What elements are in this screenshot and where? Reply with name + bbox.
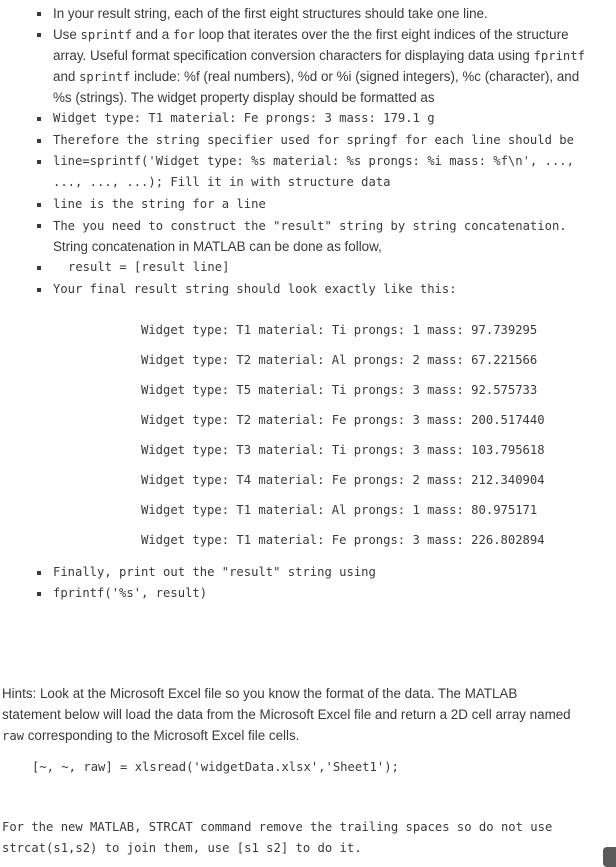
bullet-marker [37,160,41,164]
final-bullet-1: Finally, print out the "result" string using [53,565,376,579]
bullet-marker [37,592,41,596]
output-line: Widget type: T2 material: Fe prongs: 3 mass: 200.517440 [141,413,545,427]
bullet-text-6: line is the string for a line [53,197,266,211]
bullet-marker [37,139,41,143]
hint-line-1: Hints: Look at the Microsoft Excel file so you know the format of the data. The MATLAB [2,686,518,701]
text-span: Use [53,27,81,42]
output-line: Widget type: T4 material: Fe prongs: 2 mass: 212.340904 [141,473,545,487]
inline-code: raw [2,729,25,743]
text-span: array. Useful format specification conversion characters for displaying data using [53,48,534,63]
hint-code-line: [~, ~, raw] = xlsread('widgetData.xlsx','Sheet1'); [32,760,399,774]
note-line-1: For the new MATLAB, STRCAT command remove the trailing spaces so do not use [2,820,553,834]
output-line: Widget type: T5 material: Ti prongs: 3 mass: 92.575733 [141,383,538,397]
hint-line-3 [2,726,299,746]
output-line: Widget type: T1 material: Al prongs: 1 mass: 80.975171 [141,503,538,517]
bullet-text-2-line-3 [53,66,579,88]
bullet-marker [37,224,41,228]
output-line: Widget type: T1 material: Fe prongs: 3 mass: 226.802894 [141,533,545,547]
inline-code: sprintf [79,70,131,84]
text-span: and [53,69,80,84]
text-span: include: %f (real numbers), %d or %i (signed integers), %c (character), and [130,69,580,84]
output-line: Widget type: T1 material: Ti prongs: 1 mass: 97.739295 [141,323,538,337]
text-span: corresponding to the Microsoft Excel file cells. [24,728,300,743]
text-span: loop that iterates over the the first eight indices of the structure [194,27,569,42]
output-line: Widget type: T2 material: Al prongs: 2 mass: 67.221566 [141,353,538,367]
bullet-text-1: In your result string, each of the first eight structures should take one line. [53,6,488,21]
note-line-2: strcat(s1,s2) to join them, use [s1 s2] to do it. [2,841,362,855]
hint-line-2: statement below will load the data from the Microsoft Excel file and return a 2D cell array named [2,707,571,722]
scroll-handle[interactable] [603,847,616,867]
inline-code: fprintf [533,49,585,63]
bullet-marker [37,203,41,207]
bullet-marker [37,12,41,16]
bullet-marker [37,266,41,270]
bullet-text-8: result = [result line] [68,260,230,274]
bullet-text-5-line-1: line=sprintf('Widget type: %s material: %s prongs: %i mass: %f\n', ..., [53,154,574,168]
bullet-text-5-line-2: ..., ..., ...); Fill it in with structure data [53,175,391,189]
bullet-text-7-line-1 [53,215,567,237]
inline-code: for [172,28,195,42]
bullet-marker [37,288,41,292]
inline-code: sprintf [80,28,132,42]
output-line: Widget type: T3 material: Ti prongs: 3 mass: 103.795618 [141,443,545,457]
bullet-text-7-line-2: String concatenation in MATLAB can be done as follow, [53,239,382,254]
bullet-marker [37,571,41,575]
text-span: The you need to construct the "result" string by string concatenation. [53,219,567,233]
final-bullet-2: fprintf('%s', result) [53,586,208,600]
bullet-text-3: Widget type: T1 material: Fe prongs: 3 mass: 179.1 g [53,111,435,125]
bullet-text-9: Your final result string should look exactly like this: [53,282,457,296]
bullet-text-2-line-1 [53,24,569,46]
bullet-text-2-line-4: %s (strings). The widget property display should be formatted as [53,90,435,105]
text-span: and a [131,27,173,42]
bullet-text-4: Therefore the string specifier used for springf for each line should be [53,133,574,147]
bullet-marker [37,117,41,121]
bullet-marker [37,33,41,37]
bullet-text-2-line-2 [53,45,585,67]
